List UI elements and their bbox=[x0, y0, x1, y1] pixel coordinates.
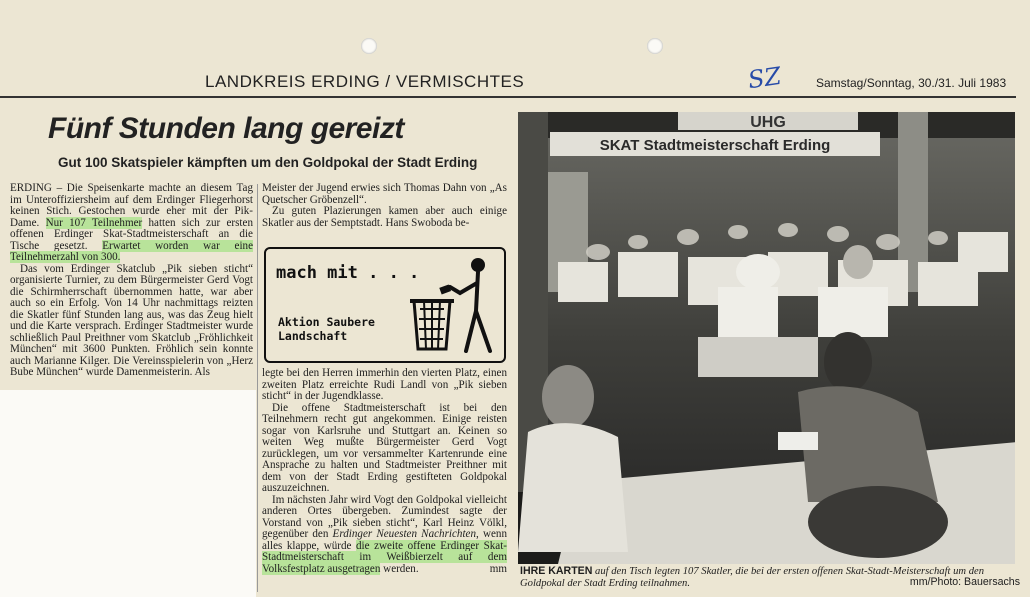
paragraph bbox=[262, 495, 507, 576]
page-header bbox=[0, 61, 1020, 98]
text-run: hatten sich zur ersten offenen Erdinger Skat-Stadtmeisterschaft an die Tische gesetzt. bbox=[10, 216, 253, 252]
author-signature: mm bbox=[489, 562, 507, 575]
italic-text: Erdinger Neuesten Nachrichten bbox=[332, 528, 477, 540]
photo-banner: SKAT Stadtmeisterschaft Erding bbox=[599, 137, 831, 154]
header-rule bbox=[0, 96, 1016, 98]
paragraph: Zu guten Plazierungen kamen aber auch einige Skatler aus der Semptstadt. Hans Swoboda be- bbox=[262, 205, 507, 229]
text-run: ERDING – Die Speisenkarte machte an diesem Tag im Unteroffiziersheim auf dem Erdinger Fliegerhorst keinen Stich. Gestochen wurde eher mit der Pik-Dame. bbox=[10, 182, 253, 229]
subheadline: Gut 100 Skatspieler kämpften um den Goldpokal der Stadt Erding bbox=[58, 155, 478, 170]
blank-area bbox=[0, 390, 256, 597]
ad-subtitle-line: Landschaft bbox=[278, 329, 348, 343]
highlighted-text: Erwartet worden war eine Teilnehmerzahl von 300. bbox=[10, 239, 253, 263]
ad-title: mach mit . . . bbox=[276, 263, 420, 283]
text-run: Im nächsten Jahr wird Vogt den Goldpokal vielleicht anderen Ortes übergeben. Zumindest sagte der Vorstand von „Pik sieben sticht“, Karl Heinz Völkl, gegenüber den bbox=[262, 493, 507, 540]
ad-subtitle-line: Aktion Saubere bbox=[278, 315, 375, 329]
section-title: LANDKREIS ERDING / VERMISCHTES bbox=[205, 72, 525, 91]
newspaper-logo: SZ bbox=[746, 61, 783, 95]
ad-box bbox=[264, 247, 506, 363]
article-column-2-top bbox=[262, 183, 507, 229]
text-run: werden. bbox=[380, 562, 419, 575]
litter-bin-icon bbox=[406, 253, 500, 355]
binder-hole-left bbox=[361, 38, 377, 54]
photo-illustration bbox=[518, 112, 1015, 564]
ad-subtitle bbox=[278, 315, 398, 343]
highlighted-text: die zweite offene Erdinger Skat-Stadtmeisterschaft im Weißbierzelt auf dem Volksfestplatz ausgetragen bbox=[262, 539, 507, 575]
paragraph: legte bei den Herren immerhin den vierten Platz, einen zweiten Platz erreichte Rudi Landl von „Pik sieben sticht“ in der Jugendklasse. bbox=[262, 367, 507, 402]
photo-banner-top: UHG bbox=[750, 114, 786, 131]
headline: Fünf Stunden lang gereizt bbox=[48, 112, 404, 145]
binder-hole-right bbox=[647, 38, 663, 54]
article-column-1 bbox=[10, 183, 253, 379]
highlighted-text: Nur 107 Teilnehmer bbox=[45, 216, 143, 229]
paragraph: Meister der Jugend erwies sich Thomas Dahn von „As Quetscher Gröbenzell“. bbox=[262, 182, 507, 206]
photo-caption bbox=[520, 566, 1020, 589]
paragraph bbox=[10, 183, 253, 264]
column-divider bbox=[257, 184, 258, 592]
article-column-2-bottom bbox=[262, 368, 507, 575]
issue-date: Samstag/Sonntag, 30./31. Juli 1983 bbox=[816, 76, 1007, 90]
news-photo bbox=[518, 112, 1015, 564]
text-run: , wenn alles klappe, würde bbox=[262, 528, 507, 552]
caption-text: auf den Tisch legten 107 Skatler, die bei der ersten offenen Skat-Stadt-Meisterschaft um den Goldpokal der Stadt Erding teilnahmen. bbox=[520, 566, 985, 589]
paragraph: Das vom Erdinger Skatclub „Pik sieben sticht“ organisierte Turnier, zu dem Bürgermeister Gerd Vogt die Schirmherrschaft übernommen hatte, war aber auch so ein Erfolg. Von 14 Uhr nachmittags reizten die Skatler fünf Stunden lang aus, was das Zeug hielt und die Karte versprach. Erdinger Stadtmeister wurde schließlich Paul Preithner vom Skatclub „Fröhlichkeit München“ mit 3600 Punkten. Fröhlich sein konnte auch Marianne Kilger. Die Vereinsspielerin von „Herz Bube München“ wurde Damenmeisterin. Als bbox=[10, 262, 253, 378]
paragraph: Die offene Stadtmeisterschaft ist bei den Teilnehmern recht gut angekommen. Einige reisten sogar von Karlsruhe und Stuttgart an. Keinen so weiten Weg mußte Bürgermeister Gerd Vogt zurücklegen, um vor versammelter Kartenrunde eine Ansprache zu halten und Stadtmeister Preithner mit dem von der Stadt Erding gestifteten Goldpokal auszuzeichnen. bbox=[262, 401, 507, 494]
photo-credit: mm/Photo: Bauersachs bbox=[909, 576, 1020, 588]
caption-lead: IHRE KARTEN bbox=[520, 565, 593, 577]
